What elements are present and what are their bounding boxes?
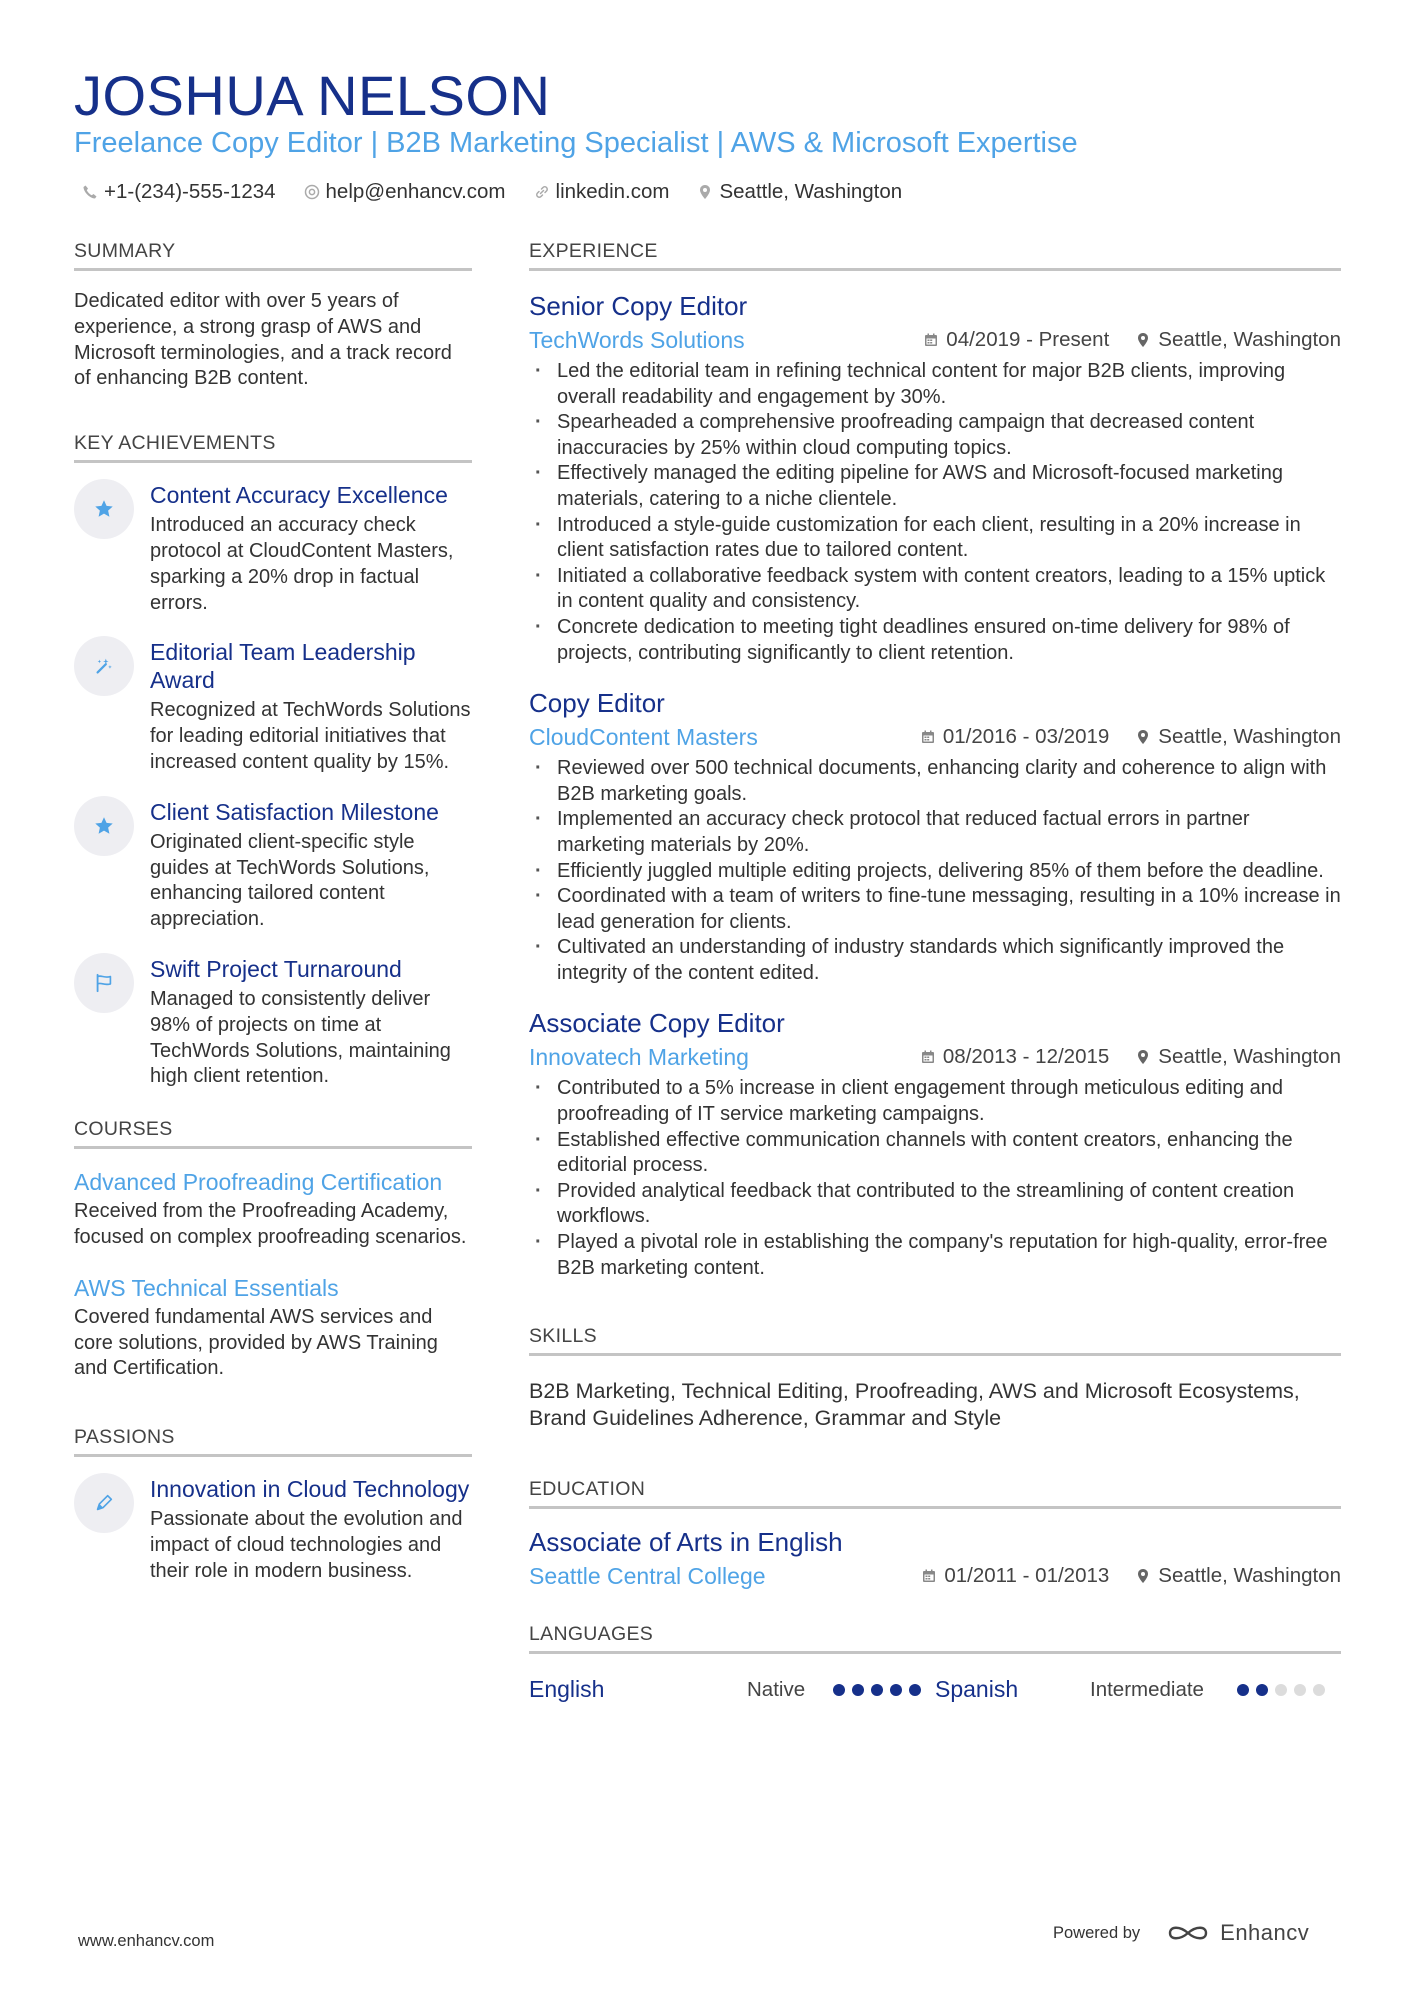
education-degree: Associate of Arts in English <box>529 1527 843 1558</box>
achievement-text: Originated client-specific style guides at TechWords Solutions, enhancing tailored content appreciation. <box>150 830 430 931</box>
job-location-text: Seattle, Washington <box>1158 1045 1341 1069</box>
job-dates <box>920 725 1109 749</box>
job-meta <box>529 1042 1341 1072</box>
achievements-heading: KEY ACHIEVEMENTS <box>74 430 472 463</box>
achievement-title: Content Accuracy Excellence <box>150 482 448 509</box>
contact-location <box>697 178 902 206</box>
job-dates-text: 04/2019 - Present <box>946 328 1110 351</box>
achievement-icon-wrap <box>74 636 134 696</box>
education-dates-text: 01/2011 - 01/2013 <box>944 1564 1110 1588</box>
job-location <box>1135 725 1341 749</box>
courses-heading: COURSES <box>74 1116 472 1149</box>
summary-text: Dedicated editor with over 5 years of experience, a strong grasp of AWS and Microsoft terminologies, and a track record of enhancing B2B content. <box>74 290 452 390</box>
location-pin-icon <box>697 184 713 200</box>
job-entry <box>529 686 1341 986</box>
rating-dot <box>1313 1684 1325 1696</box>
job-bullet: · Established effective communication channels with content creators, enhancing the editorial process. <box>529 1128 1341 1179</box>
pen-icon <box>93 1492 115 1514</box>
at-icon <box>304 184 320 200</box>
achievement-title: Client Satisfaction Milestone <box>150 798 439 825</box>
languages-section <box>529 1621 1341 1703</box>
rating-dot <box>1256 1684 1268 1696</box>
job-bullet: · Efficiently juggled multiple editing projects, delivering 85% of them before the deadline. <box>529 859 1341 885</box>
rating-dot <box>1294 1684 1306 1696</box>
email-text: help@enhancv.com <box>325 180 506 203</box>
right-column <box>529 238 1341 1703</box>
job-meta-right <box>920 1045 1341 1069</box>
language-name: Spanish <box>935 1676 1019 1703</box>
passion-icon-wrap <box>74 1473 134 1533</box>
passions-heading: PASSIONS <box>74 1424 472 1457</box>
passion-body <box>150 1475 472 1584</box>
skills-heading: SKILLS <box>529 1323 1341 1356</box>
job-bullet: · Contributed to a 5% increase in client engagement through meticulous editing and proofreading of IT service marketing campaigns. <box>529 1076 1341 1127</box>
job-location <box>1135 1045 1341 1069</box>
achievement-body <box>150 481 472 616</box>
language-item <box>935 1676 1341 1703</box>
achievements-list <box>74 481 472 1090</box>
education-meta-right <box>921 1564 1341 1588</box>
job-bullet: · Concrete dedication to meeting tight deadlines ensured on-time delivery for 98% of projects, contributing significantly to client retention. <box>529 615 1341 666</box>
achievement-body <box>150 955 472 1090</box>
language-rating <box>1237 1684 1325 1696</box>
job-bullet: · Effectively managed the editing pipeline for AWS and Microsoft-focused marketing materials, catering to a niche clientele. <box>529 461 1341 512</box>
rating-dot <box>833 1684 845 1696</box>
brand-name: Enhancv <box>1220 1920 1310 1945</box>
contact-linkedin[interactable] <box>534 178 670 206</box>
job-entry <box>529 289 1341 666</box>
job-location <box>1135 328 1341 352</box>
link-icon <box>534 184 550 200</box>
phone-text: +1-(234)-555-1234 <box>104 180 276 203</box>
job-company: TechWords Solutions <box>529 327 745 353</box>
course-item <box>74 1167 472 1251</box>
courses-section <box>74 1116 472 1382</box>
language-name: English <box>529 1676 605 1703</box>
rating-dot <box>1275 1684 1287 1696</box>
skills-text: B2B Marketing, Technical Editing, Proofreading, AWS and Microsoft Ecosystems, Brand Guidelines Adherence, Grammar and Style <box>529 1379 1300 1431</box>
summary-heading: SUMMARY <box>74 238 472 271</box>
rating-dot <box>890 1684 902 1696</box>
job-bullets <box>529 756 1341 986</box>
achievement-text: Managed to consistently deliver 98% of projects on time at TechWords Solutions, maintaining high client retention. <box>150 987 451 1088</box>
job-location-text: Seattle, Washington <box>1158 725 1341 749</box>
achievement-title: Swift Project Turnaround <box>150 955 402 982</box>
achievement-body <box>150 798 472 933</box>
contact-bar <box>82 178 902 206</box>
phone-icon <box>82 184 98 200</box>
course-text: Covered fundamental AWS services and core solutions, provided by AWS Training and Certification. <box>74 1305 438 1380</box>
contact-email[interactable] <box>304 178 506 206</box>
language-rating <box>833 1684 921 1696</box>
achievement-icon-wrap <box>74 796 134 856</box>
education-section <box>529 1476 1341 1591</box>
location-text: Seattle, Washington <box>719 180 903 203</box>
job-bullet: · Implemented an accuracy check protocol that reduced factual errors in partner marketing materials by 20%. <box>529 807 1341 858</box>
job-title: Associate Copy Editor <box>529 1008 785 1039</box>
job-bullet: · Provided analytical feedback that contributed to the streamlining of content creation workflows. <box>529 1179 1341 1230</box>
passion-title: Innovation in Cloud Technology <box>150 1476 470 1503</box>
job-meta-right <box>923 328 1341 352</box>
achievement-icon-wrap <box>74 479 134 539</box>
job-location-text: Seattle, Washington <box>1158 328 1341 351</box>
experience-section <box>529 238 1341 1281</box>
achievement-text: Recognized at TechWords Solutions for leading editorial initiatives that increased content quality by 15%. <box>150 699 471 773</box>
experience-heading: EXPERIENCE <box>529 238 1341 271</box>
passion-text: Passionate about the evolution and impact of cloud technologies and their role in modern business. <box>150 1508 463 1582</box>
job-bullet: · Reviewed over 500 technical documents, enhancing clarity and coherence to align with B2B marketing goals. <box>529 756 1341 807</box>
powered-by-text: Powered by <box>1053 1923 1141 1942</box>
job-meta <box>529 722 1341 752</box>
job-bullet: · Initiated a collaborative feedback system with content creators, leading to a 15% uptick in content quality and consistency. <box>529 564 1341 615</box>
job-bullet: · Played a pivotal role in establishing the company's reputation for high-quality, error-free B2B marketing content. <box>529 1230 1341 1281</box>
course-item <box>74 1273 472 1382</box>
footer-branding <box>1053 1920 1309 1946</box>
job-bullet: · Led the editorial team in refining technical content for major B2B clients, improving overall readability and engagement by 30%. <box>529 359 1341 410</box>
job-dates <box>920 1045 1109 1069</box>
achievement-title: Editorial Team Leadership Award <box>150 639 416 694</box>
job-bullet: · Coordinated with a team of writers to fine-tune messaging, resulting in a 10% increase in lead generation for clients. <box>529 884 1341 935</box>
education-entry <box>529 1525 1341 1591</box>
job-dates-text: 08/2013 - 12/2015 <box>942 1045 1110 1069</box>
education-location-text: Seattle, Washington <box>1158 1564 1341 1588</box>
left-column <box>74 238 472 1607</box>
job-title: Senior Copy Editor <box>529 291 748 321</box>
job-bullet: · Introduced a style-guide customization for each client, resulting in a 20% increase in client satisfaction rates due to tailored content. <box>529 513 1341 564</box>
education-heading: EDUCATION <box>529 1476 1341 1509</box>
rating-dot <box>852 1684 864 1696</box>
course-title: Advanced Proofreading Certification <box>74 1169 443 1196</box>
location-pin-icon <box>1135 729 1151 745</box>
passions-list <box>74 1475 472 1584</box>
location-pin-icon <box>1135 1568 1151 1584</box>
achievement-text: Introduced an accuracy check protocol at CloudContent Masters, sparking a 20% drop in factual errors. <box>150 514 454 614</box>
education-meta <box>529 1561 1341 1591</box>
job-bullet: · Cultivated an understanding of industry standards which significantly improved the integrity of the content edited. <box>529 935 1341 986</box>
job-bullet: · Spearheaded a comprehensive proofreading campaign that decreased content inaccuracies by 25% within cloud computing topics. <box>529 410 1341 461</box>
languages-row <box>529 1676 1341 1703</box>
star-icon <box>93 498 115 520</box>
rating-dot <box>909 1684 921 1696</box>
achievement-item <box>74 481 472 616</box>
job-meta <box>529 325 1341 355</box>
job-dates-text: 01/2016 - 03/2019 <box>942 725 1110 749</box>
language-item <box>529 1676 935 1703</box>
calendar-icon <box>921 1568 937 1584</box>
passion-item <box>74 1475 472 1584</box>
language-level: Intermediate <box>1090 1677 1204 1701</box>
location-pin-icon <box>1135 332 1151 348</box>
brand-logo[interactable] <box>1166 1920 1309 1946</box>
achievement-item <box>74 638 472 775</box>
languages-heading: LANGUAGES <box>529 1621 1341 1654</box>
job-meta-right <box>920 725 1341 749</box>
star-icon <box>93 815 115 837</box>
achievement-body <box>150 638 472 775</box>
flag-icon <box>93 972 115 994</box>
passions-section <box>74 1424 472 1584</box>
job-bullets <box>529 1076 1341 1281</box>
candidate-name: JOSHUA NELSON <box>74 64 551 127</box>
calendar-icon <box>920 729 936 745</box>
language-level: Native <box>747 1677 806 1701</box>
achievement-icon-wrap <box>74 953 134 1013</box>
wand-icon <box>93 655 115 677</box>
job-entry <box>529 1006 1341 1281</box>
skills-section <box>529 1323 1341 1432</box>
education-location <box>1135 1564 1341 1588</box>
achievements-section <box>74 430 472 1090</box>
enhancv-logo-icon <box>1166 1922 1210 1944</box>
job-company: CloudContent Masters <box>529 724 758 751</box>
job-dates <box>923 328 1109 352</box>
footer-website[interactable]: www.enhancv.com <box>78 1932 215 1950</box>
calendar-icon <box>923 332 939 348</box>
job-title: Copy Editor <box>529 688 665 719</box>
course-title: AWS Technical Essentials <box>74 1274 339 1301</box>
calendar-icon <box>920 1049 936 1065</box>
education-school: Seattle Central College <box>529 1563 766 1590</box>
rating-dot <box>871 1684 883 1696</box>
linkedin-text: linkedin.com <box>555 180 670 203</box>
contact-phone <box>82 178 276 206</box>
course-text: Received from the Proofreading Academy, focused on complex proofreading scenarios. <box>74 1200 467 1248</box>
education-dates <box>921 1564 1109 1588</box>
achievement-item <box>74 798 472 933</box>
job-bullets <box>529 359 1341 666</box>
rating-dot <box>1237 1684 1249 1696</box>
candidate-headline: Freelance Copy Editor | B2B Marketing Specialist | AWS & Microsoft Expertise <box>74 127 1078 159</box>
summary-section <box>74 238 472 392</box>
achievement-item <box>74 955 472 1090</box>
job-company: Innovatech Marketing <box>529 1044 749 1071</box>
location-pin-icon <box>1135 1049 1151 1065</box>
